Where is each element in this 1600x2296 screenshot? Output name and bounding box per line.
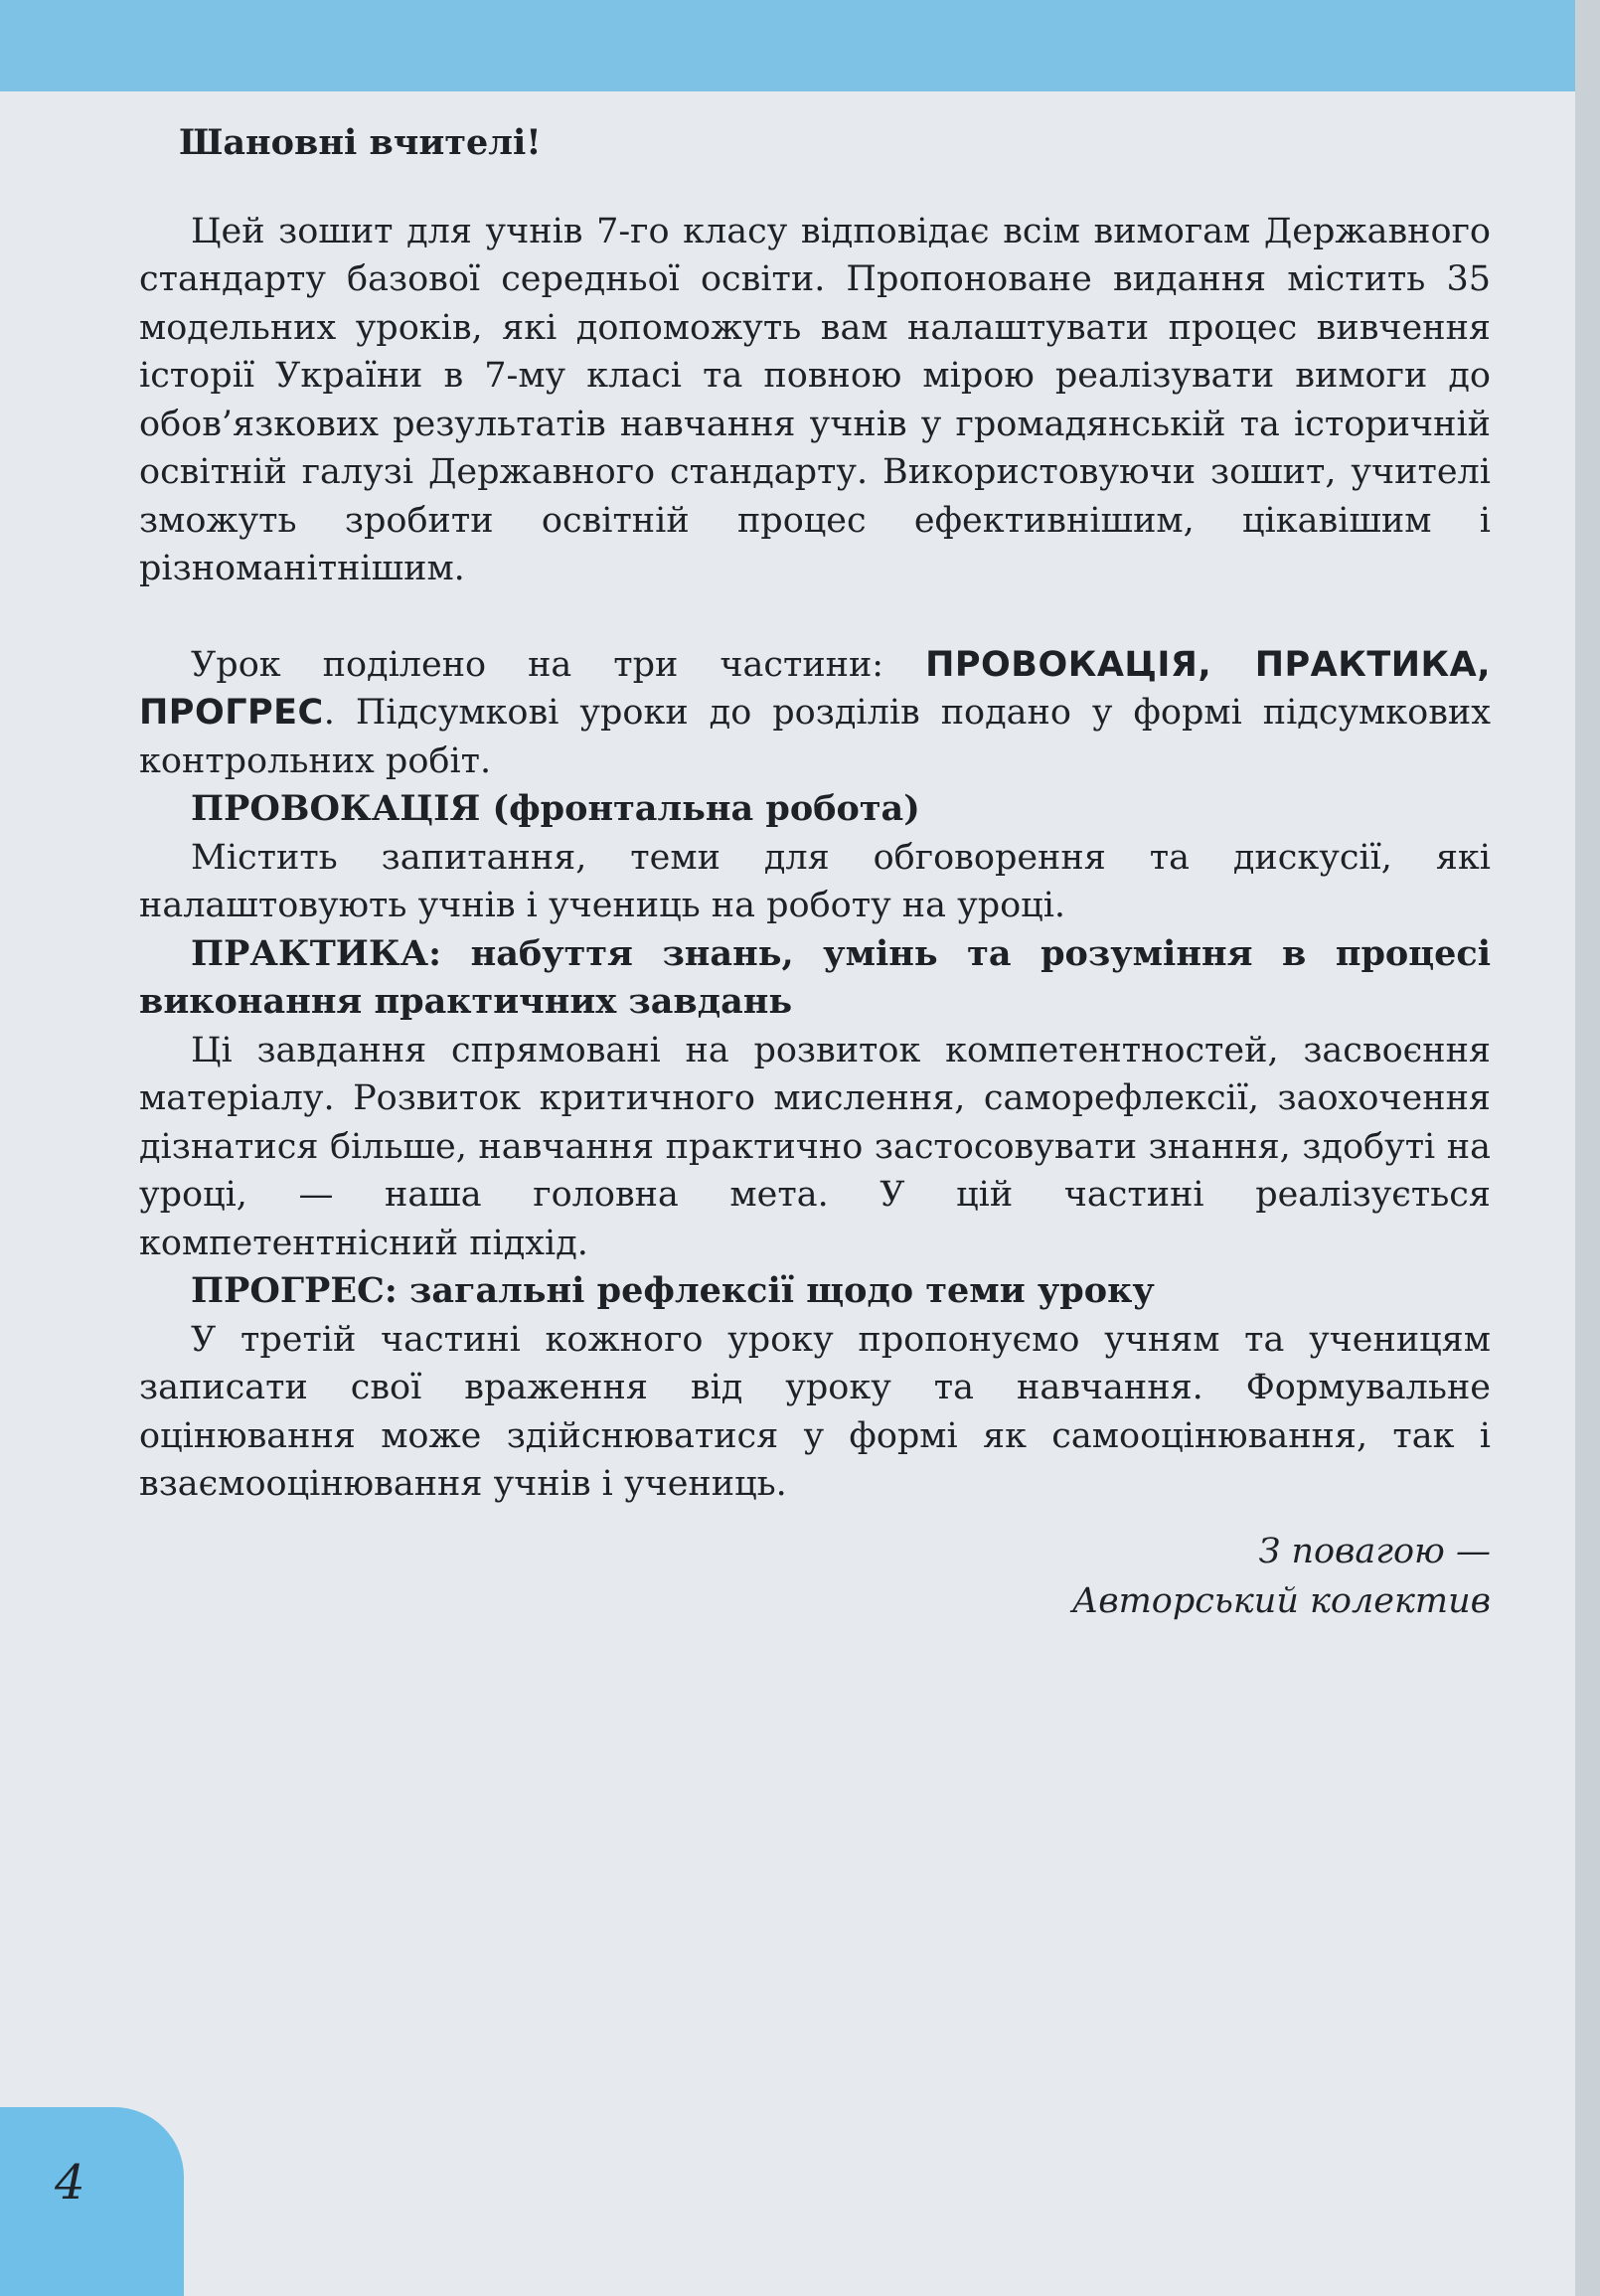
structure-tail: . Підсумкові уроки до розділів подано у формі підсумкових контрольних робіт. xyxy=(139,693,1491,781)
section-body-provocation: Містить запитання, теми для обговорення та дискусії, які налаштовують учнів і учениць на роботу на уроці. xyxy=(139,837,1491,925)
top-color-band xyxy=(0,0,1575,91)
section-body-practice: Ці завдання спрямовані на розвиток компетентностей, засвоєння матеріалу. Розвиток критичного мислення, саморефлексії, заохочення дізнатися більше, навчання практично застосовувати знання, здобуті на уроці, — наша головна мета. У цій частині реалізується компетентнісний підхід. xyxy=(139,1030,1491,1263)
signature-line-1: З повагою — xyxy=(1258,1531,1491,1571)
page-number: 4 xyxy=(55,2155,85,2211)
section-heading-progress: ПРОГРЕС: загальні рефлексії щодо теми уроку xyxy=(191,1270,1155,1311)
section-heading-provocation: ПРОВОКАЦІЯ (фронтальна робота) xyxy=(191,788,920,829)
page-number-tab xyxy=(0,2107,184,2296)
preface-text xyxy=(139,119,1491,1626)
page-edge xyxy=(1575,0,1600,2296)
structure-parts: ПРОВОКАЦІЯ, ПРАКТИКА, ПРОГРЕС xyxy=(139,644,1491,733)
signature-line-2: Авторський колектив xyxy=(1071,1580,1491,1621)
greeting: Шановні вчителі! xyxy=(179,122,542,163)
intro-paragraph: Цей зошит для учнів 7-го класу відповідає всім вимогам Державного стандарту базової середньої освіти. Пропоноване видання містить 35 модельних уроків, які допоможуть вам налаштувати процес вивчення історії України в 7-му класі та повною мірою реалізувати вимоги до обов’язкових результатів навчання учнів у громадянській та історичній освітній галузі Державного стандарту. Використовуючи зошит, учителі зможуть зробити освітній процес ефективнішим, цікавішим і різноманітнішим. xyxy=(139,211,1491,588)
structure-lead: Урок поділено на три частини: xyxy=(191,644,926,685)
signature xyxy=(139,1527,1491,1626)
section-heading-practice: ПРАКТИКА: набуття знань, умінь та розуміння в процесі виконання практичних завдань xyxy=(139,932,1491,1022)
lesson-structure xyxy=(139,641,1491,1509)
section-body-progress: У третій частині кожного уроку пропонуємо учням та ученицям записати свої враження від уроку та навчання. Формувальне оцінювання може здійснюватися у формі як самооцінювання, так і взаємооцінювання учнів і учениць. xyxy=(139,1319,1491,1504)
structure-paragraph xyxy=(139,641,1491,786)
